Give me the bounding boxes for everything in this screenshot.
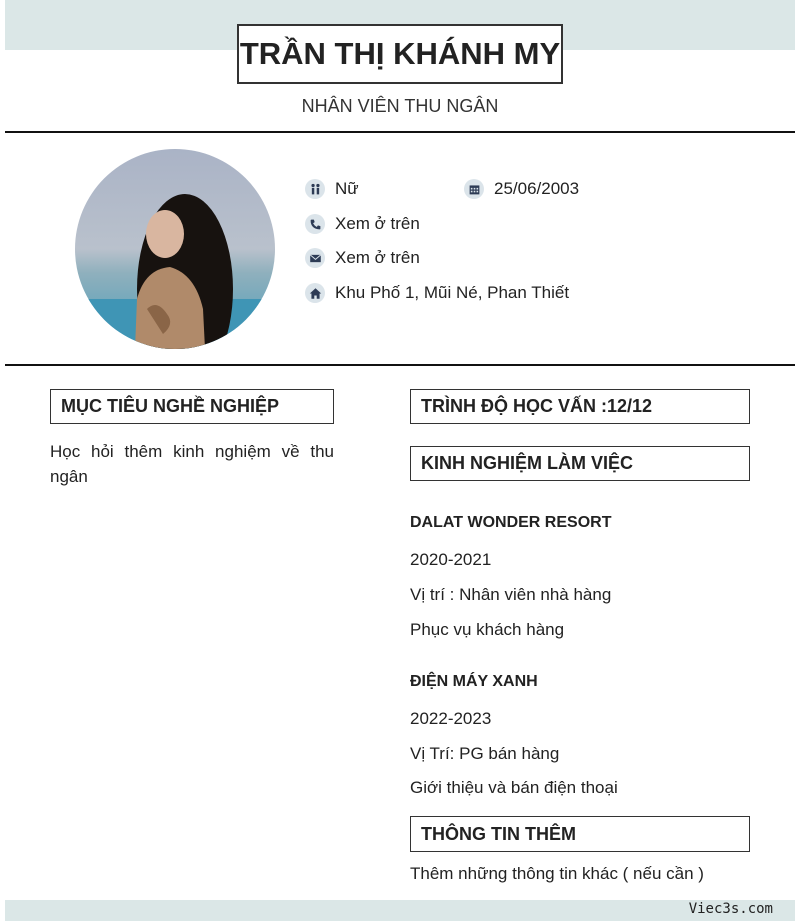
divider-top bbox=[5, 131, 795, 133]
gender-row bbox=[305, 179, 359, 199]
email-row bbox=[305, 248, 420, 268]
birthdate-value: 25/06/2003 bbox=[494, 179, 580, 198]
address-value: Khu Phố 1, Mũi Né, Phan Thiết bbox=[335, 283, 570, 302]
job-1-company: DALAT WONDER RESORT bbox=[410, 514, 612, 531]
phone-value: Xem ở trên bbox=[335, 214, 420, 233]
job-2-company: ĐIỆN MÁY XANH bbox=[410, 673, 538, 690]
objective-text: Học hỏi thêm kinh nghiệm về thu ngân bbox=[50, 442, 334, 486]
gender-icon bbox=[305, 179, 325, 199]
watermark: Viec3s.com bbox=[688, 901, 773, 917]
job-1-description: Phục vụ khách hàng bbox=[410, 620, 565, 639]
experience-heading: KINH NGHIỆM LÀM VIỆC bbox=[410, 446, 750, 481]
email-icon bbox=[305, 248, 325, 268]
education-heading: TRÌNH ĐỘ HỌC VẤN :12/12 bbox=[410, 389, 750, 424]
birthdate-row bbox=[464, 179, 579, 199]
job-1-position: Vị trí : Nhân viên nhà hàng bbox=[410, 585, 612, 604]
job-2-description: Giới thiệu và bán điện thoại bbox=[410, 778, 618, 797]
profile-photo bbox=[75, 149, 275, 349]
footer-band bbox=[5, 900, 795, 921]
additional-text: Thêm những thông tin khác ( nếu cần ) bbox=[410, 864, 704, 883]
address-row bbox=[305, 283, 569, 303]
job-title: NHÂN VIÊN THU NGÂN bbox=[301, 96, 499, 116]
phone-icon bbox=[305, 214, 325, 234]
gender-value: Nữ bbox=[335, 179, 359, 198]
home-icon bbox=[305, 283, 325, 303]
job-2-position: Vị Trí: PG bán hàng bbox=[410, 744, 560, 763]
candidate-name: TRẦN THỊ KHÁNH MY bbox=[237, 24, 563, 84]
phone-row bbox=[305, 214, 420, 234]
email-value: Xem ở trên bbox=[335, 248, 420, 267]
objective-heading: MỤC TIÊU NGHỀ NGHIỆP bbox=[50, 389, 334, 424]
additional-heading: THÔNG TIN THÊM bbox=[410, 816, 750, 852]
divider-middle bbox=[5, 364, 795, 366]
calendar-icon bbox=[464, 179, 484, 199]
job-2-period: 2022-2023 bbox=[410, 709, 492, 728]
job-1-period: 2020-2021 bbox=[410, 550, 492, 569]
